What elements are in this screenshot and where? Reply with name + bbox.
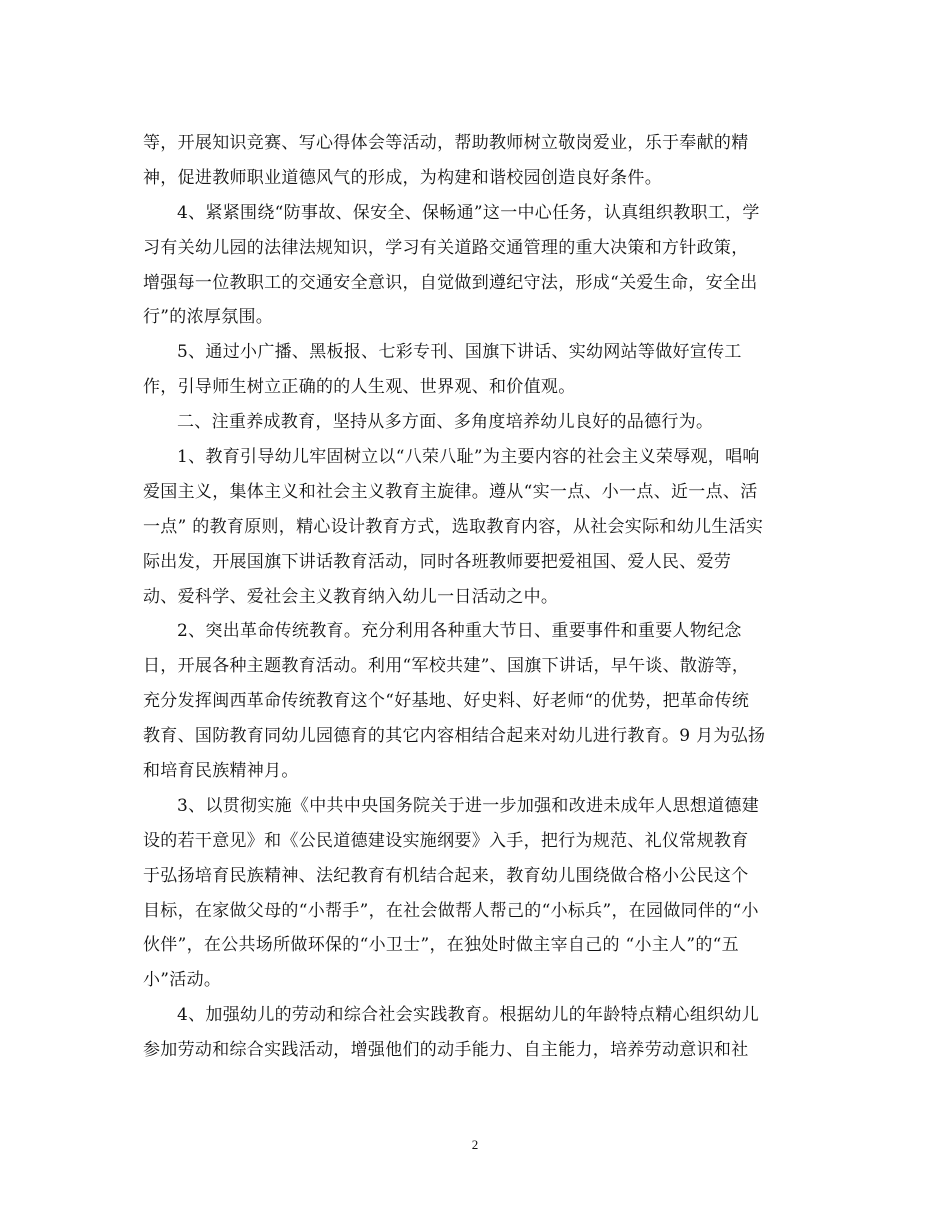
text-line: 和培育民族精神月。: [143, 761, 299, 782]
text-line: 设的若干意见》和《公民道德建设实施纲要》入手，把行为规范、礼仪常规教育: [143, 830, 749, 851]
text-line: 一点” 的教育原则，精心设计教育方式，选取教育内容，从社会实际和幼儿生活实: [143, 516, 764, 537]
text-line: 行”的浓厚氛围。: [143, 307, 274, 328]
text-line: 于弘扬培育民族精神、法纪教育有机结合起来，教育幼儿围绕做合格小公民这个: [143, 865, 749, 886]
text-line: 增强每一位教职工的交通安全意识，自觉做到遵纪守法，形成“关爱生命，安全出: [143, 272, 758, 293]
text-line: 二、注重养成教育，坚持从多方面、多角度培养幼儿良好的品德行为。: [177, 412, 714, 433]
text-line: 际出发，开展国旗下讲话教育活动，同时各班教师要把爱祖国、爱人民、爱劳: [143, 551, 732, 572]
text-line: 习有关幼儿园的法律法规知识，学习有关道路交通管理的重大决策和方针政策，: [143, 237, 749, 258]
text-line: 5、通过小广播、黑板报、七彩专刊、国旗下讲话、实幼网站等做好宣传工: [177, 342, 742, 363]
text-line: 伙伴”，在公共场所做环保的“小卫士”，在独处时做主宰自己的 “小主人”的“五: [143, 935, 739, 956]
page-number: 2: [471, 1137, 479, 1152]
text-line: 3、以贯彻实施《中共中央国务院关于进一步加强和改进未成年人思想道德建: [177, 795, 760, 816]
text-line: 目标，在家做父母的“小帮手”，在社会做帮人帮己的“小标兵”，在园做同伴的“小: [143, 900, 759, 921]
text-line: 动、爱科学、爱社会主义教育纳入幼儿一日活动之中。: [143, 586, 559, 607]
text-line: 2、突出革命传统教育。充分利用各种重大节日、重要事件和重要人物纪念: [177, 621, 742, 642]
text-line: 1、教育引导幼儿牢固树立以“八荣八耻”为主要内容的社会主义荣辱观，唱响: [177, 447, 760, 468]
text-line: 参加劳动和综合实践活动，增强他们的动手能力、自主能力，培养劳动意识和社: [143, 1040, 749, 1061]
text-line: 4、加强幼儿的劳动和综合社会实践教育。根据幼儿的年龄特点精心组织幼儿: [177, 1005, 760, 1026]
text-line: 日，开展各种主题教育活动。利用“军校共建”、国旗下讲话，早午谈、散游等，: [143, 656, 750, 677]
text-line: 充分发挥闽西革命传统教育这个“好基地、好史料、好老师“的优势，把革命传统: [143, 691, 750, 712]
text-line: 教育、国防教育同幼儿园德育的其它内容相结合起来对幼儿进行教育。9 月为弘扬: [143, 726, 766, 747]
text-line: 爱国主义，集体主义和社会主义教育主旋律。遵从“实一点、小一点、近一点、活: [143, 481, 758, 502]
document-body: [143, 126, 805, 1068]
text-line: 作，引导师生树立正确的的人生观、世界观、和价值观。: [143, 377, 576, 398]
text-line: 4、紧紧围绕“防事故、保安全、保畅通”这一中心任务，认真组织教职工，学: [177, 202, 760, 223]
text-line: 小”活动。: [143, 970, 222, 991]
text-line: 等，开展知识竞赛、写心得体会等活动，帮助教师树立敬岗爱业，乐于奉献的精: [143, 133, 749, 153]
text-line: 神，促进教师职业道德风气的形成，为构建和谐校园创造良好条件。: [143, 167, 662, 188]
